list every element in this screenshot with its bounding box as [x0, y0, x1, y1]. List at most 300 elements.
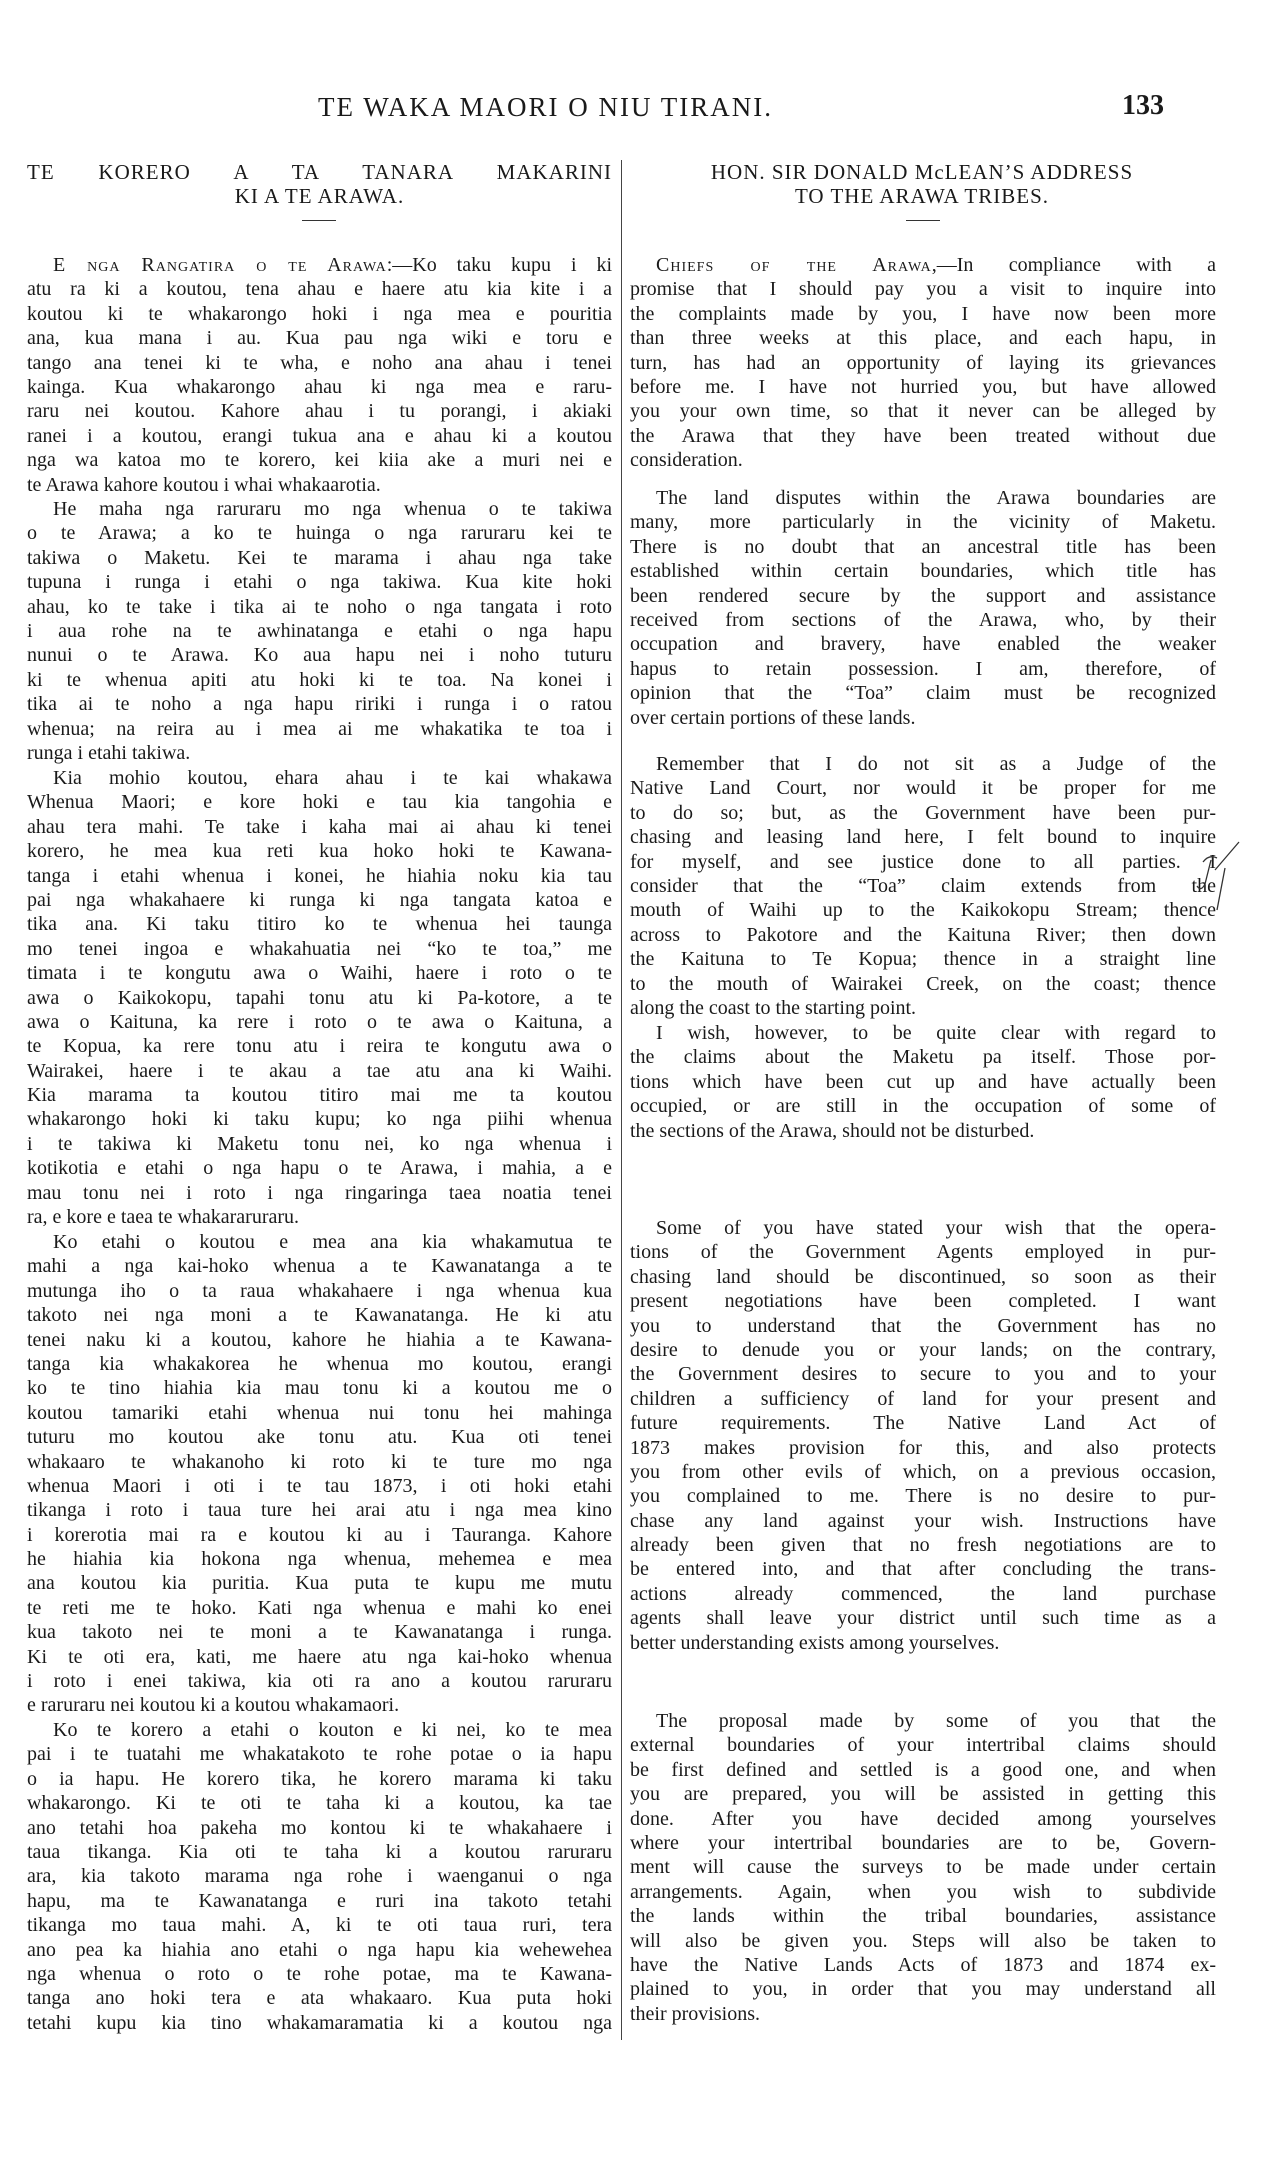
- paragraph: [27, 253, 612, 497]
- text-line: [630, 996, 1216, 1020]
- text-line: [27, 961, 612, 985]
- text-line: [630, 399, 1216, 423]
- text-line: [27, 1523, 612, 1547]
- line-text: over certain portions of these lands.: [630, 706, 916, 729]
- title-line: TE KORERO A TA TANARA MAKARINI: [27, 160, 612, 184]
- text-line: [630, 1338, 1216, 1362]
- line-text: tikanga i roto i taua ture hei arai atu i nga mea kino: [27, 1499, 612, 1522]
- text-line: [630, 351, 1216, 375]
- text-line: [630, 1953, 1216, 1977]
- line-text: tika ana. Ki taku titiro ko te whenua hei taunga: [27, 913, 612, 936]
- line-text: where your intertribal boundaries are to be, Govern-: [630, 1831, 1216, 1854]
- text-line: [27, 570, 612, 594]
- line-text: kainga. Kua whakarongo ahau ki nga mea e raru-: [27, 375, 612, 398]
- line-text: ra, e kore e taea te whakararuraru.: [27, 1206, 300, 1229]
- text-line: [630, 1240, 1216, 1264]
- text-line: [27, 1791, 612, 1815]
- paragraph: [630, 1709, 1216, 2026]
- line-text: mutunga iho o ta raua whakahaere i nga whenua kua: [27, 1279, 612, 1302]
- line-text: external boundaries of your intertribal claims should: [630, 1734, 1216, 1757]
- line-text: Native Land Court, nor would it be proper for me: [630, 777, 1216, 800]
- text-line: [27, 1669, 612, 1693]
- text-line: [27, 277, 612, 301]
- text-line: [630, 1509, 1216, 1533]
- text-line: [630, 375, 1216, 399]
- text-line: [630, 1807, 1216, 1831]
- text-line: [27, 546, 612, 570]
- line-text: opinion that the “Toa” claim must be recognized: [630, 682, 1216, 705]
- paragraph: [630, 1021, 1216, 1143]
- text-line: [630, 1411, 1216, 1435]
- line-text: whakarongo hoki ki taku kupu; ko nga piihi whenua: [27, 1108, 612, 1131]
- line-text: ano tetahi hoa pakeha mo kontou ki te whakahaere i: [27, 1816, 612, 1839]
- line-text: te Arawa kahore koutou i whai whakaarotia.: [27, 473, 381, 496]
- line-text: koutou tamariki etahi whenua nui tonu hei mahinga: [27, 1401, 612, 1424]
- text-line: [27, 986, 612, 1010]
- line-text: takiwa o Maketu. Kei te marama i ahau nga take: [27, 546, 612, 569]
- line-text: tions of the Government Agents employed in pur-: [630, 1241, 1216, 1264]
- line-text: the Government desires to secure to you and to your: [630, 1363, 1216, 1386]
- text-line: [27, 937, 612, 961]
- text-line: [27, 815, 612, 839]
- text-line: [630, 776, 1216, 800]
- line-text: be entered into, and that after concluding the trans-: [630, 1558, 1216, 1581]
- line-text: pai nga whakahaere ki runga ki nga tangata katoa e: [27, 888, 612, 911]
- text-line: [630, 1387, 1216, 1411]
- text-line: [27, 1840, 612, 1864]
- line-text: taua tikanga. Kia oti te taha ki a koutou raruraru: [27, 1840, 612, 1863]
- line-text: before me. I have not hurried you, but have allowed: [630, 375, 1216, 398]
- text-line: [27, 1107, 612, 1131]
- line-text: have the Native Lands Acts of 1873 and 1874 ex-: [630, 1953, 1216, 1976]
- text-line: [27, 717, 612, 741]
- line-text: better understanding exists among yourselves.: [630, 1631, 1000, 1654]
- paragraph: [27, 1718, 612, 2035]
- line-text: atu ra ki a koutou, tena ahau e haere atu kia kite i a: [27, 278, 612, 301]
- text-line: [630, 1831, 1216, 1855]
- paragraph: [27, 497, 612, 765]
- text-line: [630, 1758, 1216, 1782]
- line-text: children a sufficiency of land for your present and: [630, 1387, 1216, 1410]
- text-line: [27, 1547, 612, 1571]
- line-text: to do so; but, as the Government have been pur-: [630, 801, 1216, 824]
- line-text: occupied, or are still in the occupation of some of: [630, 1095, 1216, 1118]
- text-line: [27, 302, 612, 326]
- line-text: tanga kia whakakorea he whenua mo koutou, erangi: [27, 1352, 612, 1375]
- text-line: [27, 1913, 612, 1937]
- line-text: than three weeks at this place, and each hapu, in: [630, 327, 1216, 350]
- line-text: chasing land should be discontinued, so soon as their: [630, 1265, 1216, 1288]
- text-line: [27, 1376, 612, 1400]
- text-line: [630, 657, 1216, 681]
- title-line: TO THE ARAWA TRIBES.: [794, 184, 1049, 208]
- running-head: TE WAKA MAORI O NIU TIRANI.: [318, 92, 773, 122]
- line-text: for myself, and see justice done to all parties. I: [630, 850, 1216, 873]
- line-text: he hiahia kia hokona nga whenua, mehemea e mea: [27, 1548, 612, 1571]
- text-line: [27, 790, 612, 814]
- text-line: [27, 326, 612, 350]
- line-text: you from other evils of which, on a previous occasion,: [630, 1460, 1216, 1483]
- text-line: [27, 1059, 612, 1083]
- line-text: i aua rohe na te awhinatanga e etahi o nga hapu: [27, 619, 612, 642]
- line-text: takoto nei nga moni a te Kawanatanga. He ki atu: [27, 1304, 612, 1327]
- line-text: present negotiations have been completed. I want: [630, 1290, 1216, 1313]
- title-rule: [906, 220, 940, 221]
- line-text: Ko te korero a etahi o kouton e ki nei, ko te mea: [53, 1719, 612, 1741]
- line-text: you complained to me. There is no desire to pur-: [630, 1485, 1216, 1508]
- line-text: you to understand that the Government has no: [630, 1314, 1216, 1337]
- text-line: [27, 424, 612, 448]
- text-line: [630, 1119, 1216, 1143]
- text-line: [27, 1767, 612, 1791]
- handwritten-margin-mark: [1195, 840, 1245, 920]
- text-line: [630, 424, 1216, 448]
- line-text: consider that the “Toa” claim extends from the: [630, 874, 1216, 897]
- text-line: [27, 1816, 612, 1840]
- text-line: [630, 1582, 1216, 1606]
- line-text: Kia mohio koutou, ehara ahau i te kai whakawa: [53, 767, 612, 789]
- text-line: [630, 1855, 1216, 1879]
- text-line: [27, 351, 612, 375]
- text-line: [27, 473, 612, 497]
- line-text: Ki te oti era, kati, me haere atu nga kai-hoko whenua: [27, 1645, 612, 1668]
- text-line: [27, 1401, 612, 1425]
- line-text: mo tenei ingoa e whakahuatia nei “ko te toa,” me: [27, 937, 612, 960]
- line-text: i roto i enei takiwa, kia oti ra ano a koutou raruraru: [27, 1670, 612, 1693]
- text-line: [27, 375, 612, 399]
- line-text: nga wa katoa mo te korero, kei kiia ake a muri nei e: [27, 449, 612, 472]
- text-line: [27, 1156, 612, 1180]
- line-text: nga whenua o roto o te rohe potae, ma te Kawana-: [27, 1962, 612, 1985]
- text-line: [630, 1216, 1216, 1240]
- line-text: i te takiwa ki Maketu tonu nei, ko nga whenua i: [27, 1132, 612, 1155]
- text-line: [630, 898, 1216, 922]
- line-text: Ko etahi o koutou e mea ana kia whakamutua te: [53, 1231, 612, 1253]
- text-line: [27, 1889, 612, 1913]
- text-line: [27, 692, 612, 716]
- line-text: you are prepared, you will be assisted in getting this: [630, 1783, 1216, 1806]
- text-line: [27, 1230, 612, 1254]
- line-text: tikanga mo taua mahi. A, ki te oti taua ruri, tera: [27, 1914, 612, 1937]
- text-line: [630, 1362, 1216, 1386]
- page-number: 133: [1122, 90, 1164, 121]
- text-line: [630, 535, 1216, 559]
- line-text: desire to denude you or your lands; on the contrary,: [630, 1338, 1216, 1361]
- column-divider: [621, 160, 622, 2040]
- line-text: Kia marama ta koutou titiro mai me ta koutou: [27, 1084, 612, 1107]
- text-line: [630, 706, 1216, 730]
- line-text: There is no doubt that an ancestral title has been: [630, 535, 1216, 558]
- text-line: [630, 2002, 1216, 2026]
- line-text: runga i etahi takiwa.: [27, 741, 191, 764]
- line-text: te Kopua, ka rere tonu atu i reira te kongutu awa o: [27, 1035, 612, 1058]
- text-line: [630, 608, 1216, 632]
- text-line: [27, 766, 612, 790]
- line-text: :—Ko taku kupu i ki: [386, 254, 612, 276]
- line-text: ko te tino hiahia kia mau tonu ki a koutou me o: [27, 1377, 612, 1400]
- text-line: [27, 1718, 612, 1742]
- line-text: turn, has had an opportunity of laying its grievances: [630, 351, 1216, 374]
- text-line: [27, 2011, 612, 2035]
- line-text: ahau, ko te take i tika ai te noho o nga tangata i roto: [27, 595, 612, 618]
- line-text: many, more particularly in the vicinity of Maketu.: [630, 511, 1216, 534]
- text-line: [630, 1094, 1216, 1118]
- text-line: [27, 595, 612, 619]
- text-line: [27, 497, 612, 521]
- line-text: done. After you have decided among yourselves: [630, 1807, 1216, 1830]
- line-text: The land disputes within the Arawa boundaries are: [656, 487, 1216, 509]
- line-text: plained to you, in order that you may understand all: [630, 1978, 1216, 2001]
- line-text: tika ai te noho a nga hapu ririki i runga i o ratou: [27, 693, 612, 716]
- text-line: [27, 1474, 612, 1498]
- text-line: [630, 1484, 1216, 1508]
- text-line: [27, 1450, 612, 1474]
- text-line: [27, 1938, 612, 1962]
- line-text: awa o Kaikokopu, tapahi tonu atu ki Pa-kotore, a te: [27, 986, 612, 1009]
- line-text: mau tonu nei i roto i nga ringaringa taea noatia tenei: [27, 1181, 612, 1204]
- line-text: 1873 makes provision for this, and also protects: [630, 1436, 1216, 1459]
- line-text: awa o Kaituna, ka rere i roto o te awa o Kaituna, a: [27, 1010, 612, 1033]
- text-line: [630, 972, 1216, 996]
- line-text: promise that I should pay you a visit to inquire into: [630, 278, 1216, 301]
- line-text: chasing and leasing land here, I felt bound to inquire: [630, 826, 1216, 849]
- line-text: Remember that I do not sit as a Judge of the: [656, 753, 1216, 775]
- line-text: ara, kia takoto marama nga rohe i waenganui o nga: [27, 1865, 612, 1888]
- text-line: [27, 253, 612, 277]
- text-line: [630, 486, 1216, 510]
- text-line: [630, 1045, 1216, 1069]
- line-text: tenei naku ki a koutou, kahore he hiahia a te Kawana-: [27, 1328, 612, 1351]
- line-text: consideration.: [630, 449, 743, 472]
- text-line: [630, 253, 1216, 277]
- text-line: [630, 947, 1216, 971]
- text-line: [27, 1425, 612, 1449]
- line-text: tions which have been cut up and have actually been: [630, 1070, 1216, 1093]
- text-line: [27, 1571, 612, 1595]
- paragraph: [27, 766, 612, 1229]
- line-text: tanga i etahi whenua i konei, he hiahia noku kia tau: [27, 864, 612, 887]
- line-text: the lands within the tribal boundaries, assistance: [630, 1905, 1216, 1928]
- line-text: i korerotia mai ra e koutou ki au i Tauranga. Kahore: [27, 1523, 612, 1546]
- line-text: arrangements. Again, when you wish to subdivide: [630, 1880, 1216, 1903]
- line-text: ranei i a koutou, erangi tukua ana e ahau ki a koutou: [27, 424, 612, 447]
- line-text: tanga ano hoki tera e ata whakaaro. Kua puta hoki: [27, 1987, 612, 2010]
- text-line: [630, 923, 1216, 947]
- paragraph: [630, 486, 1216, 730]
- line-text: hapu, ma te Kawanatanga e ruri ina takoto tetahi: [27, 1889, 612, 1912]
- line-text: ana koutou kia puritia. Kua puta te kupu me mutu: [27, 1572, 612, 1595]
- text-line: [630, 277, 1216, 301]
- line-text: Wairakei, haere i te akau a tae atu ana ki Waihi.: [27, 1059, 612, 1082]
- text-line: [630, 1977, 1216, 2001]
- text-line: [27, 864, 612, 888]
- english-article-title: [628, 160, 1216, 208]
- text-line: [27, 1181, 612, 1205]
- text-line: [27, 399, 612, 423]
- line-text: ano pea ka hiahia ano etahi o nga hapu kia wehewehea: [27, 1938, 612, 1961]
- text-line: [27, 1279, 612, 1303]
- text-line: [27, 448, 612, 472]
- text-line: [27, 1645, 612, 1669]
- line-text: been rendered secure by the support and assistance: [630, 584, 1216, 607]
- line-text: the Kaituna to Te Kopua; thence in a straight line: [630, 948, 1216, 971]
- text-line: [27, 619, 612, 643]
- text-line: [630, 326, 1216, 350]
- text-line: [630, 1733, 1216, 1757]
- line-text: the complaints made by you, I have now been more: [630, 302, 1216, 325]
- text-line: [630, 1880, 1216, 1904]
- paragraph: [630, 1216, 1216, 1655]
- line-text: timata i te kongutu awa o Waihi, haere i roto o te: [27, 962, 612, 985]
- line-text: the Arawa that they have been treated without due: [630, 424, 1216, 447]
- text-line: [27, 1352, 612, 1376]
- text-line: [27, 521, 612, 545]
- text-line: [630, 1265, 1216, 1289]
- line-text: be first defined and settled is a good one, and when: [630, 1758, 1216, 1781]
- text-line: [27, 1986, 612, 2010]
- text-line: [27, 668, 612, 692]
- text-line: [630, 752, 1216, 776]
- line-text: koutou ki te whakarongo hoki i nga mea e pouritia: [27, 302, 612, 325]
- text-line: [27, 1254, 612, 1278]
- text-line: [630, 1436, 1216, 1460]
- salutation: E nga Rangatira o te Arawa: [53, 254, 387, 276]
- salutation: Chiefs of the Arawa: [656, 254, 932, 276]
- line-text: to the mouth of Wairakei Creek, on the coast; thence: [630, 972, 1216, 995]
- text-line: [630, 1070, 1216, 1094]
- text-line: [27, 1132, 612, 1156]
- line-text: their provisions.: [630, 2002, 760, 2025]
- line-text: o te Arawa; a ko te huinga o nga raruraru kei te: [27, 522, 612, 545]
- line-text: future requirements. The Native Land Act of: [630, 1412, 1216, 1435]
- paragraph: [630, 752, 1216, 1020]
- line-text: Whenua Maori; e kore hoki e tau kia tangohia e: [27, 791, 612, 814]
- text-line: [27, 1693, 612, 1717]
- text-line: [630, 1929, 1216, 1953]
- line-text: ment will cause the surveys to be made under certain: [630, 1856, 1216, 1879]
- line-text: whenua; na reira au i mea ai me whakatika te toa i: [27, 717, 612, 740]
- line-text: tupuna i runga i etahi o nga takiwa. Kua kite hoki: [27, 571, 612, 594]
- line-text: The proposal made by some of you that the: [656, 1710, 1216, 1732]
- line-text: already been given that no fresh negotiations are to: [630, 1534, 1216, 1557]
- text-line: [27, 1010, 612, 1034]
- text-line: [27, 888, 612, 912]
- line-text: actions already commenced, the land purchase: [630, 1582, 1216, 1605]
- text-line: [630, 825, 1216, 849]
- line-text: whakarongo. Ki te oti te taha ki a koutou, ka tae: [27, 1792, 612, 1815]
- paragraph: [27, 1230, 612, 1718]
- text-line: [27, 839, 612, 863]
- line-text: korero, he mea kua reti kua hoko hoki te Kawana-: [27, 840, 612, 863]
- line-text: kua takoto nei te moni a te Kawanatanga i runga.: [27, 1621, 612, 1644]
- paragraph: [630, 253, 1216, 473]
- text-line: [27, 1034, 612, 1058]
- line-text: nunui o te Arawa. Ko aua hapu nei i noho tuturu: [27, 644, 612, 667]
- line-text: tango ana tenei ki te wha, e noho ana ahau i tenei: [27, 351, 612, 374]
- text-line: [630, 1021, 1216, 1045]
- line-text: occupation and bravery, have enabled the weaker: [630, 633, 1216, 656]
- text-line: [630, 1460, 1216, 1484]
- line-text: o ia hapu. He korero tika, he korero marama ki taku: [27, 1767, 612, 1790]
- line-text: will also be given you. Steps will also be taken to: [630, 1929, 1216, 1952]
- title-line: HON. SIR DONALD McLEAN’S ADDRESS: [710, 160, 1134, 184]
- line-text: the sections of the Arawa, should not be disturbed.: [630, 1119, 1035, 1142]
- text-line: [27, 1742, 612, 1766]
- text-line: [27, 1620, 612, 1644]
- text-line: [630, 559, 1216, 583]
- line-text: tuturu mo koutou ake tonu atu. Kua oti tenei: [27, 1426, 612, 1449]
- line-text: ahau tera mahi. Te take i kaha mai ai ahau ki tenei: [27, 815, 612, 838]
- line-text: mahi a nga kai-hoko whenua a te Kawanatanga a te: [27, 1255, 612, 1278]
- text-line: [630, 850, 1216, 874]
- line-text: tetahi kupu kia tino whakamaramatia ki a koutou nga: [27, 2011, 612, 2034]
- text-line: [630, 1904, 1216, 1928]
- text-line: [27, 1962, 612, 1986]
- text-line: [630, 1314, 1216, 1338]
- line-text: hapus to retain possession. I am, therefore, of: [630, 657, 1216, 680]
- line-text: chase any land against your wish. Instructions have: [630, 1509, 1216, 1532]
- text-line: [630, 681, 1216, 705]
- line-text: ki te whenua apiti atu hoki ki te toa. Na konei i: [27, 668, 612, 691]
- line-text: agents shall leave your district until such time as a: [630, 1607, 1216, 1630]
- text-line: [630, 1289, 1216, 1313]
- text-line: [27, 643, 612, 667]
- line-text: I wish, however, to be quite clear with regard to: [656, 1022, 1216, 1044]
- text-line: [27, 1864, 612, 1888]
- text-line: [630, 510, 1216, 534]
- line-text: e raruraru nei koutou ki a koutou whakamaori.: [27, 1694, 400, 1717]
- text-line: [630, 448, 1216, 472]
- line-text: te reti me te hoko. Kati nga whenua e mahi ko enei: [27, 1596, 612, 1619]
- maori-article-title: [27, 160, 612, 208]
- line-text: ana, kua mana i au. Kua pau nga wiki e toru e: [27, 327, 612, 350]
- text-line: [630, 584, 1216, 608]
- text-line: [630, 1606, 1216, 1630]
- line-text: raru nei koutou. Kahore ahau i tu porangi, i akiaki: [27, 400, 612, 423]
- text-line: [27, 741, 612, 765]
- line-text: along the coast to the starting point.: [630, 996, 917, 1019]
- text-line: [27, 1205, 612, 1229]
- text-line: [27, 1328, 612, 1352]
- line-text: you your own time, so that it never can be alleged by: [630, 400, 1216, 423]
- line-text: received from sections of the Arawa, who, by their: [630, 608, 1216, 631]
- line-text: established within certain boundaries, which title has: [630, 560, 1216, 583]
- line-text: He maha nga raruraru mo nga whenua o te takiwa: [53, 498, 612, 520]
- text-line: [27, 912, 612, 936]
- line-text: Some of you have stated your wish that the opera-: [656, 1217, 1216, 1239]
- text-line: [630, 1782, 1216, 1806]
- text-line: [630, 632, 1216, 656]
- line-text: pai i te tuatahi me whakatakoto te rohe potae o ia hapu: [27, 1743, 612, 1766]
- text-line: [630, 1631, 1216, 1655]
- text-line: [630, 1533, 1216, 1557]
- line-text: whenua Maori i oti i te tau 1873, i oti hoki etahi: [27, 1474, 612, 1497]
- text-line: [27, 1303, 612, 1327]
- text-line: [27, 1596, 612, 1620]
- text-line: [27, 1083, 612, 1107]
- line-text: kotikotia e etahi o nga hapu o te Arawa, i mahia, a e: [27, 1157, 612, 1180]
- line-text: the claims about the Maketu pa itself. Those por-: [630, 1046, 1216, 1069]
- text-line: [630, 302, 1216, 326]
- line-text: mouth of Waihi up to the Kaikokopu Stream; thence: [630, 899, 1216, 922]
- title-rule: [302, 220, 336, 221]
- line-text: across to Pakotore and the Kaituna River; then down: [630, 923, 1216, 946]
- line-text: ,—In compliance with a: [931, 254, 1216, 276]
- text-line: [27, 1498, 612, 1522]
- text-line: [630, 874, 1216, 898]
- text-line: [630, 1557, 1216, 1581]
- text-line: [630, 1709, 1216, 1733]
